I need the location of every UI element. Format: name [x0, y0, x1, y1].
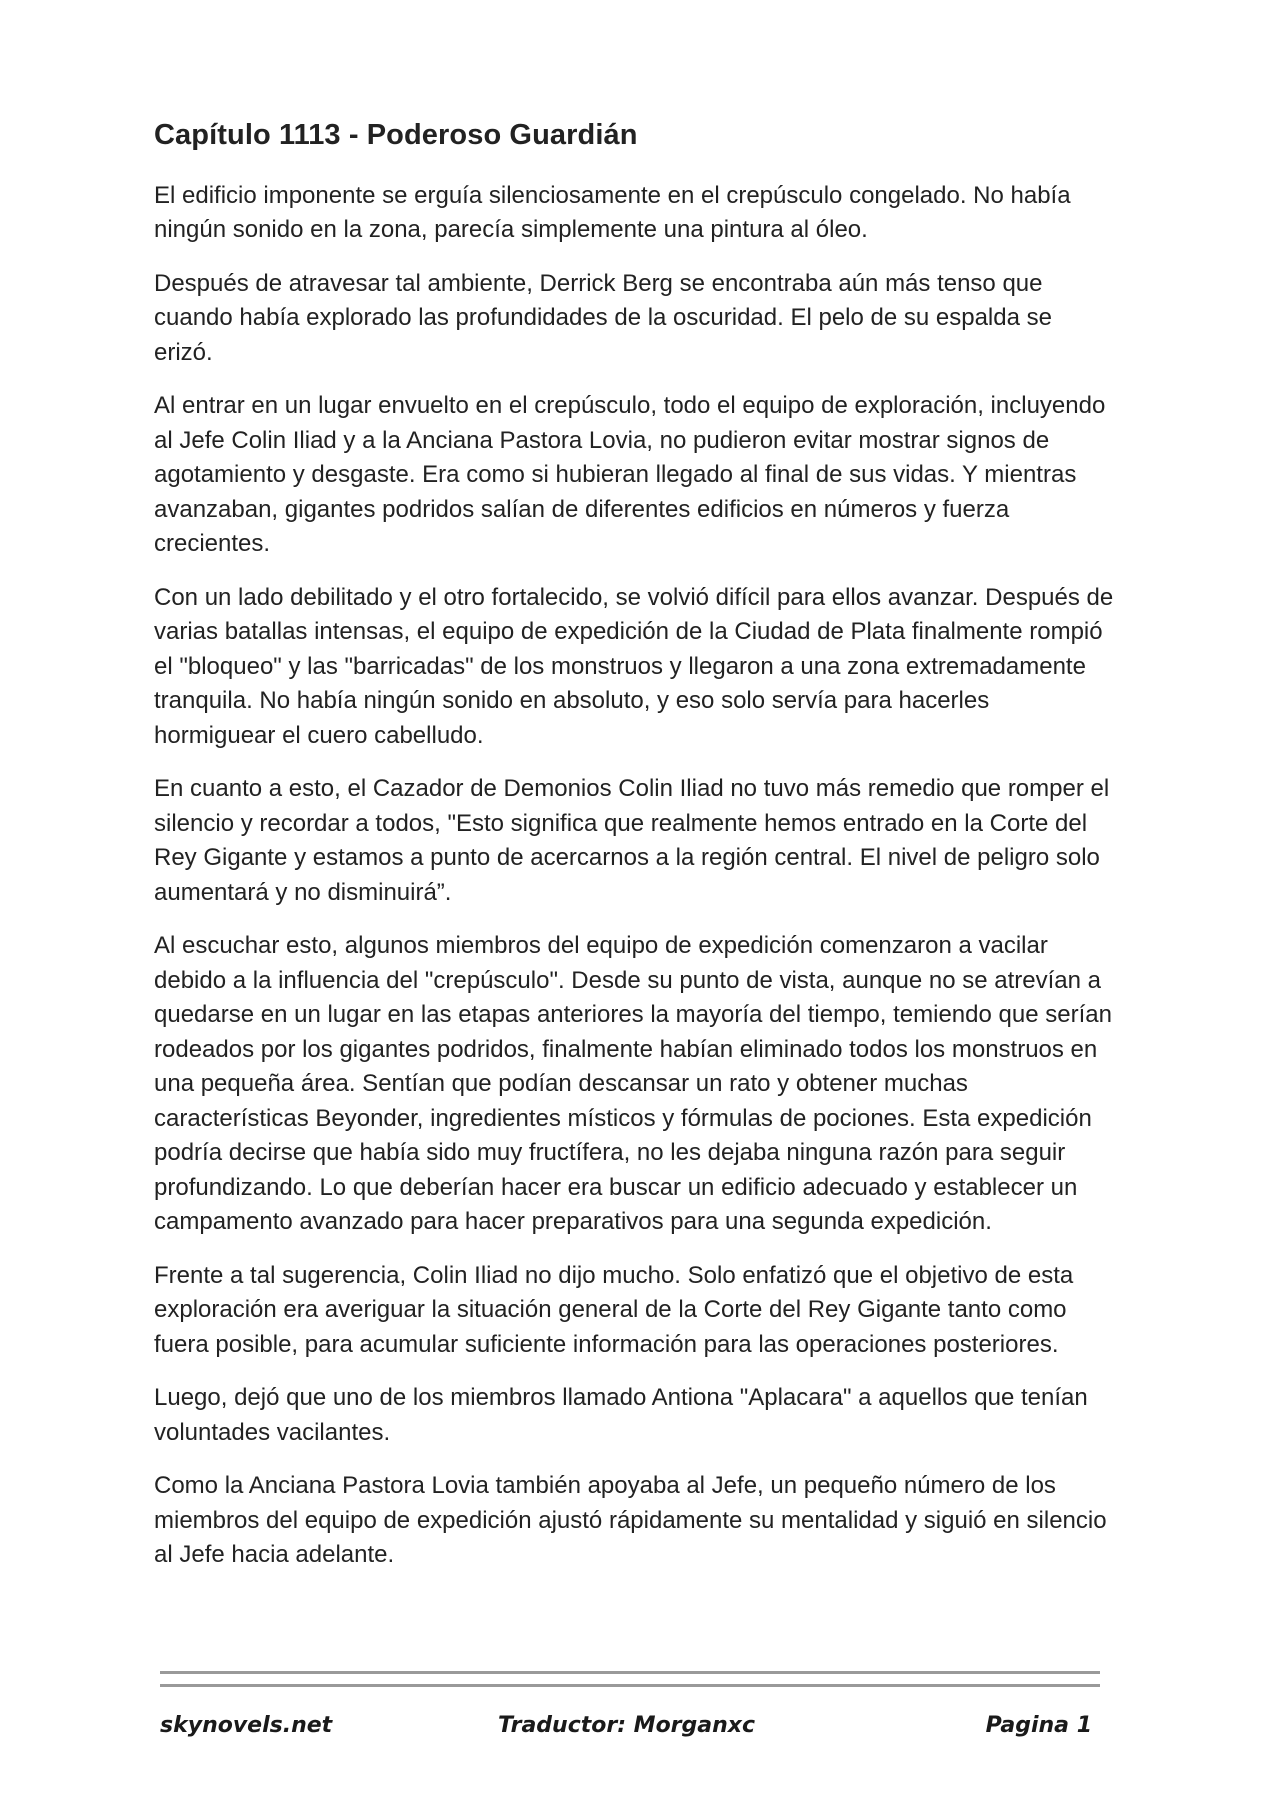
paragraph-5: En cuanto a esto, el Cazador de Demonios Colin Iliad no tuvo más remedio que romper el silencio y recordar a todos, "Esto significa que realmente hemos entrado en la Corte del Rey Gigante y estamos a punto de acercarnos a la región central. El nivel de peligro solo aumentará y no disminuirá”. — [154, 775, 1110, 906]
paragraph-3: Al entrar en un lugar envuelto en el crepúsculo, todo el equipo de exploración, incluyendo al Jefe Colin Iliad y a la Anciana Pastora Lovia, no pudieron evitar mostrar signos de agotamiento y desgaste. Era como si hubieran llegado al final de sus vidas. Y mientras avanzaban, gigantes podridos salían de diferentes edificios en números y fuerza crecientes. — [154, 392, 1106, 558]
chapter-title: Capítulo 1113 - Poderoso Guardián — [154, 119, 638, 151]
footer-rule-top — [160, 1671, 1100, 1674]
paragraph-6: Al escuchar esto, algunos miembros del equipo de expedición comenzaron a vacilar debido a la influencia del "crepúsculo". Desde su punto de vista, aunque no se atrevían a quedarse en un lugar en las etapas anteriores la mayoría del tiempo, temiendo que serían rodeados por los gigantes podridos, finalmente habían eliminado todos los monstruos en una pequeña área. Sentían que podían descansar un rato y obtener muchas características Beyonder, ingredientes místicos y fórmulas de pociones. Esta expedición podría decirse que había sido muy fructífera, no les dejaba ninguna razón para seguir profundizando. Lo que deberían hacer era buscar un edificio adecuado y establecer un campamento avanzado para hacer preparativos para una segunda expedición. — [154, 932, 1112, 1236]
footer-page-number: Pagina 1 — [985, 1713, 1092, 1738]
footer-rule-bottom — [160, 1684, 1100, 1687]
page-footer — [160, 1713, 1100, 1747]
footer-divider — [160, 1671, 1100, 1687]
footer-translator: Traductor: Morganxc — [498, 1713, 756, 1738]
paragraph-4: Con un lado debilitado y el otro fortalecido, se volvió difícil para ellos avanzar. Después de varias batallas intensas, el equipo de expedición de la Ciudad de Plata finalmente rompió el "bloqueo" y las "barricadas" de los monstruos y llegaron a una zona extremadamente tranquila. No había ningún sonido en absoluto, y eso solo servía para hacerles hormiguear el cuero cabelludo. — [154, 583, 1114, 749]
document-page — [154, 118, 1114, 1592]
paragraph-2: Después de atravesar tal ambiente, Derrick Berg se encontraba aún más tenso que cuando había explorado las profundidades de la oscuridad. El pelo de su espalda se erizó. — [154, 269, 1052, 366]
paragraph-9: Como la Anciana Pastora Lovia también apoyaba al Jefe, un pequeño número de los miembros del equipo de expedición ajustó rápidamente su mentalidad y siguió en silencio al Jefe hacia adelante. — [154, 1472, 1107, 1569]
paragraph-8: Luego, dejó que uno de los miembros llamado Antiona "Aplacara" a aquellos que tenían voluntades vacilantes. — [154, 1384, 1088, 1446]
paragraph-7: Frente a tal sugerencia, Colin Iliad no dijo mucho. Solo enfatizó que el objetivo de esta exploración era averiguar la situación general de la Corte del Rey Gigante tanto como fuera posible, para acumular suficiente información para las operaciones posteriores. — [154, 1261, 1074, 1358]
paragraph-1: El edificio imponente se erguía silenciosamente en el crepúsculo congelado. No había ningún sonido en la zona, parecía simplemente una pintura al óleo. — [154, 181, 1071, 244]
footer-site: skynovels.net — [160, 1713, 333, 1738]
